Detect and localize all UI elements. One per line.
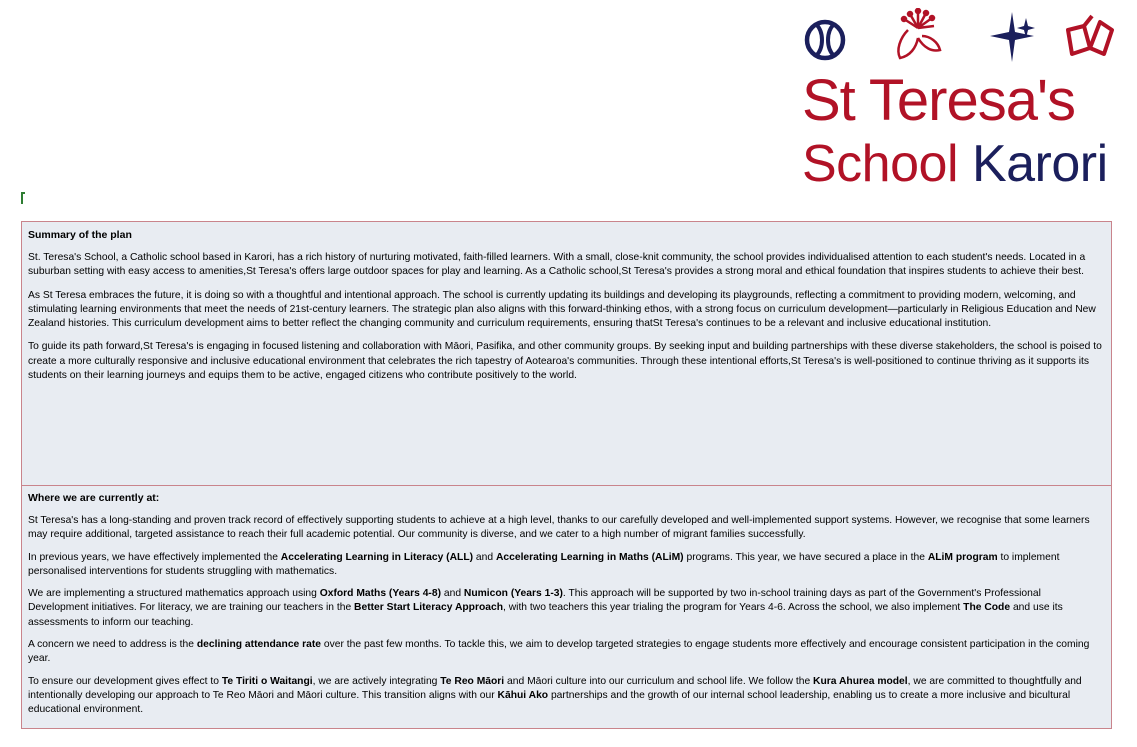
logo-school-location — [802, 135, 1108, 193]
open-book-icon — [1068, 16, 1112, 54]
logo-school-name: St Teresa's — [802, 68, 1076, 133]
summary-heading: Summary of the plan — [28, 229, 132, 241]
current-paragraph: We are implementing a structured mathematics approach using Oxford Maths (Years 4-8) and Numicon (Years 1-3). This approach will be supported by two in-school training days as part of the Government's Professional Development initiatives. For literacy, we are training our teachers in the Better Start Literacy Approach, with two teachers this year trialing the program for Years 4-6. Across the school, we also implement The Code and use its assessments to inform our teaching. — [28, 588, 1063, 628]
school-logo — [800, 8, 1118, 193]
current-status-section — [22, 486, 1111, 728]
summary-paragraph: St. Teresa's School, a Catholic school based in Karori, has a rich history of nurturing motivated, faith-filled learners. With a small, close-knit community, the school provides individualised attention to each student's needs. Located in a suburban setting with easy access to amenities,St Teresa's offers large outdoor spaces for play and learning. As a Catholic school,St Teresa's provides a strong moral and ethical foundation that inspires students to achieve their best. — [28, 252, 1086, 278]
current-paragraph: A concern we need to address is the declining attendance rate over the past few months. To tackle this, we aim to develop targeted strategies to engage students more effectively and encourage consistent participation in the coming year. — [28, 639, 1090, 665]
summary-paragraph: As St Teresa embraces the future, it is doing so with a thoughtful and intentional approach. The school is currently updating its buildings and developing its playgrounds, reflecting a commitment to providing modern, welcoming, and stimulating learning environments that meet the needs of 21st-century learners. The strategic plan also aligns with this forward-thinking ethos, with a strong focus on curriculum development—particularly in Religious Education and New Zealand histories. This curriculum development aims to better reflect the changing community and curriculum requirements, ensuring thatSt Teresa's continues to be a relevant and inclusive educational institution. — [28, 289, 1096, 330]
current-paragraph: In previous years, we have effectively implemented the Accelerating Learning in Literacy (ALL) and Accelerating Learning in Maths (ALiM) programs. This year, we have secured a place in the ALiM program to implement personalised interventions for students struggling with mathematics. — [28, 551, 1060, 577]
summary-section — [22, 222, 1111, 486]
southern-cross-icon — [990, 12, 1035, 62]
current-paragraph: To ensure our development gives effect to Te Tiriti o Waitangi, we are actively integrating Te Reo Māori and Māori culture into our curriculum and school life. We follow the Kura Ahurea model, we are committed to thoughtfully and intentionally developing our approach to Te Reo Māori and Māori culture. This transition aligns with our Kāhui Ako partnerships and the growth of our internal school leadership, enabling us to create a more inclusive and bicultural educational environment. — [28, 675, 1082, 716]
pohutukawa-flower-icon — [898, 9, 940, 58]
logo-word-karori: Karori — [971, 135, 1108, 193]
logo-icons — [800, 8, 1118, 70]
plan-table — [21, 221, 1112, 729]
summary-paragraph: To guide its path forward,St Teresa's is engaging in focused listening and collaboration with Māori, Pasifika, and other community groups. By seeking input and building partnerships with these diverse stakeholders, the school is poised to create a more culturally responsive and inclusive educational environment that celebrates the rich tapestry of Aotearoa's communities. Through these intentional efforts,St Teresa's is well-positioned to continue thriving as it supports its students on their learning journeys and equips them to be active, engaged citizens who contribute positively to the world. — [28, 341, 1102, 382]
current-paragraph: St Teresa's has a long-standing and proven track record of effectively supporting students to achieve at a high level, thanks to our carefully developed and well-implemented support systems. However, we recognise that some learners may require additional, targeted assistance to reach their full academic potential. Our community is diverse, and we cater to a high number of migrant families successfully. — [28, 515, 1090, 541]
logo-word-school: School — [802, 135, 958, 193]
current-heading: Where we are currently at: — [28, 492, 160, 504]
text-cursor-mark — [21, 192, 23, 204]
tennis-ball-icon — [807, 22, 843, 58]
